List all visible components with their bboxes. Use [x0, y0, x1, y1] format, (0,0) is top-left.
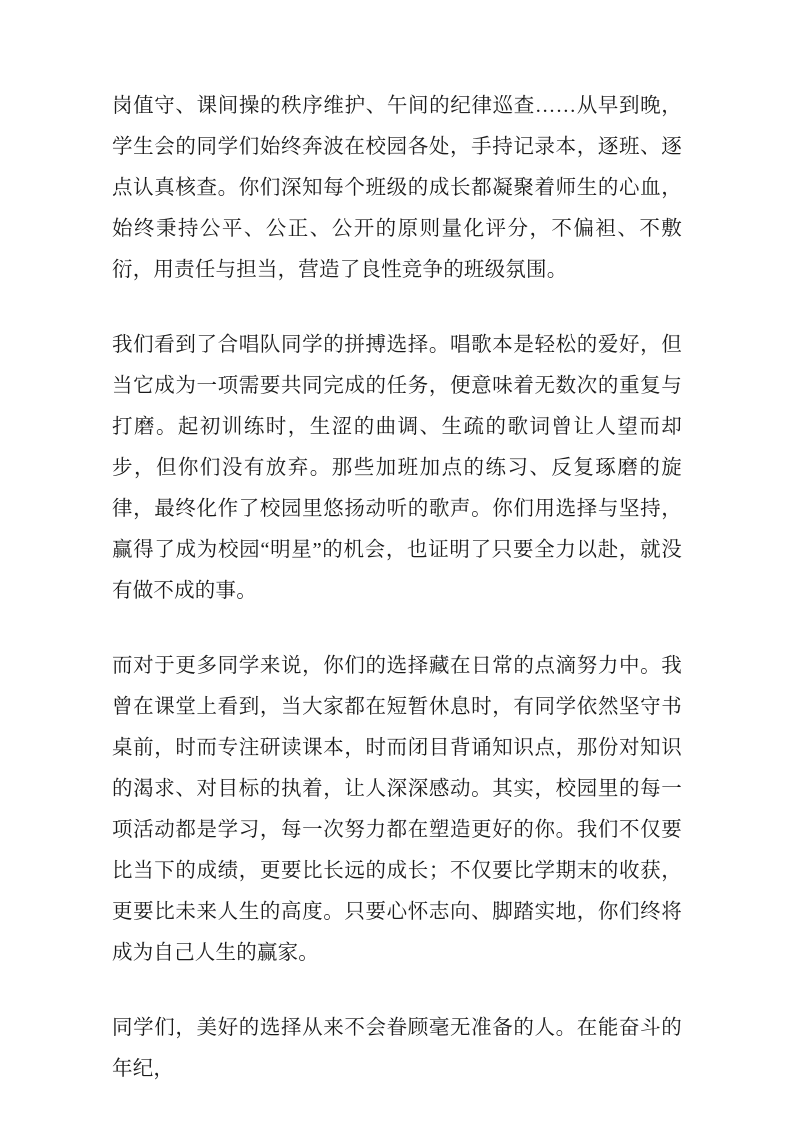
- paragraph: 而对于更多同学来说，你们的选择藏在日常的点滴努力中。我曾在课堂上看到，当大家都在短暂休息时，有同学依然坚守书桌前，时而专注研读课本，时而闭目背诵知识点，那份对知识的渴求、对目标的执着，让人深深感动。其实，校园里的每一项活动都是学习，每一次努力都在塑造更好的你。我们不仅要比当下的成绩，更要比长远的成长；不仅要比学期末的收获，更要比未来人生的高度。只要心怀志向、脚踏实地，你们终将成为自己人生的赢家。: [112, 655, 682, 964]
- paragraph: 岗值守、课间操的秩序维护、午间的纪律巡查……从早到晚，学生会的同学们始终奔波在校园各处，手持记录本，逐班、逐点认真核查。你们深知每个班级的成长都凝聚着师生的心血，始终秉持公平、公正、公开的原则量化评分，不偏袒、不敷衍，用责任与担当，营造了良性竞争的班级氛围。: [112, 95, 682, 281]
- paragraph: 同学们，美好的选择从来不会眷顾毫无准备的人。在能奋斗的年纪，: [112, 1017, 682, 1080]
- document-body: [112, 86, 682, 1090]
- paragraph: 我们看到了合唱队同学的拼搏选择。唱歌本是轻松的爱好，但当它成为一项需要共同完成的任务，便意味着无数次的重复与打磨。起初训练时，生涩的曲调、生疏的歌词曾让人望而却步，但你们没有放弃。那些加班加点的练习、反复琢磨的旋律，最终化作了校园里悠扬动听的歌声。你们用选择与坚持，赢得了成为校园“明星”的机会，也证明了只要全力以赴，就没有做不成的事。: [112, 334, 682, 602]
